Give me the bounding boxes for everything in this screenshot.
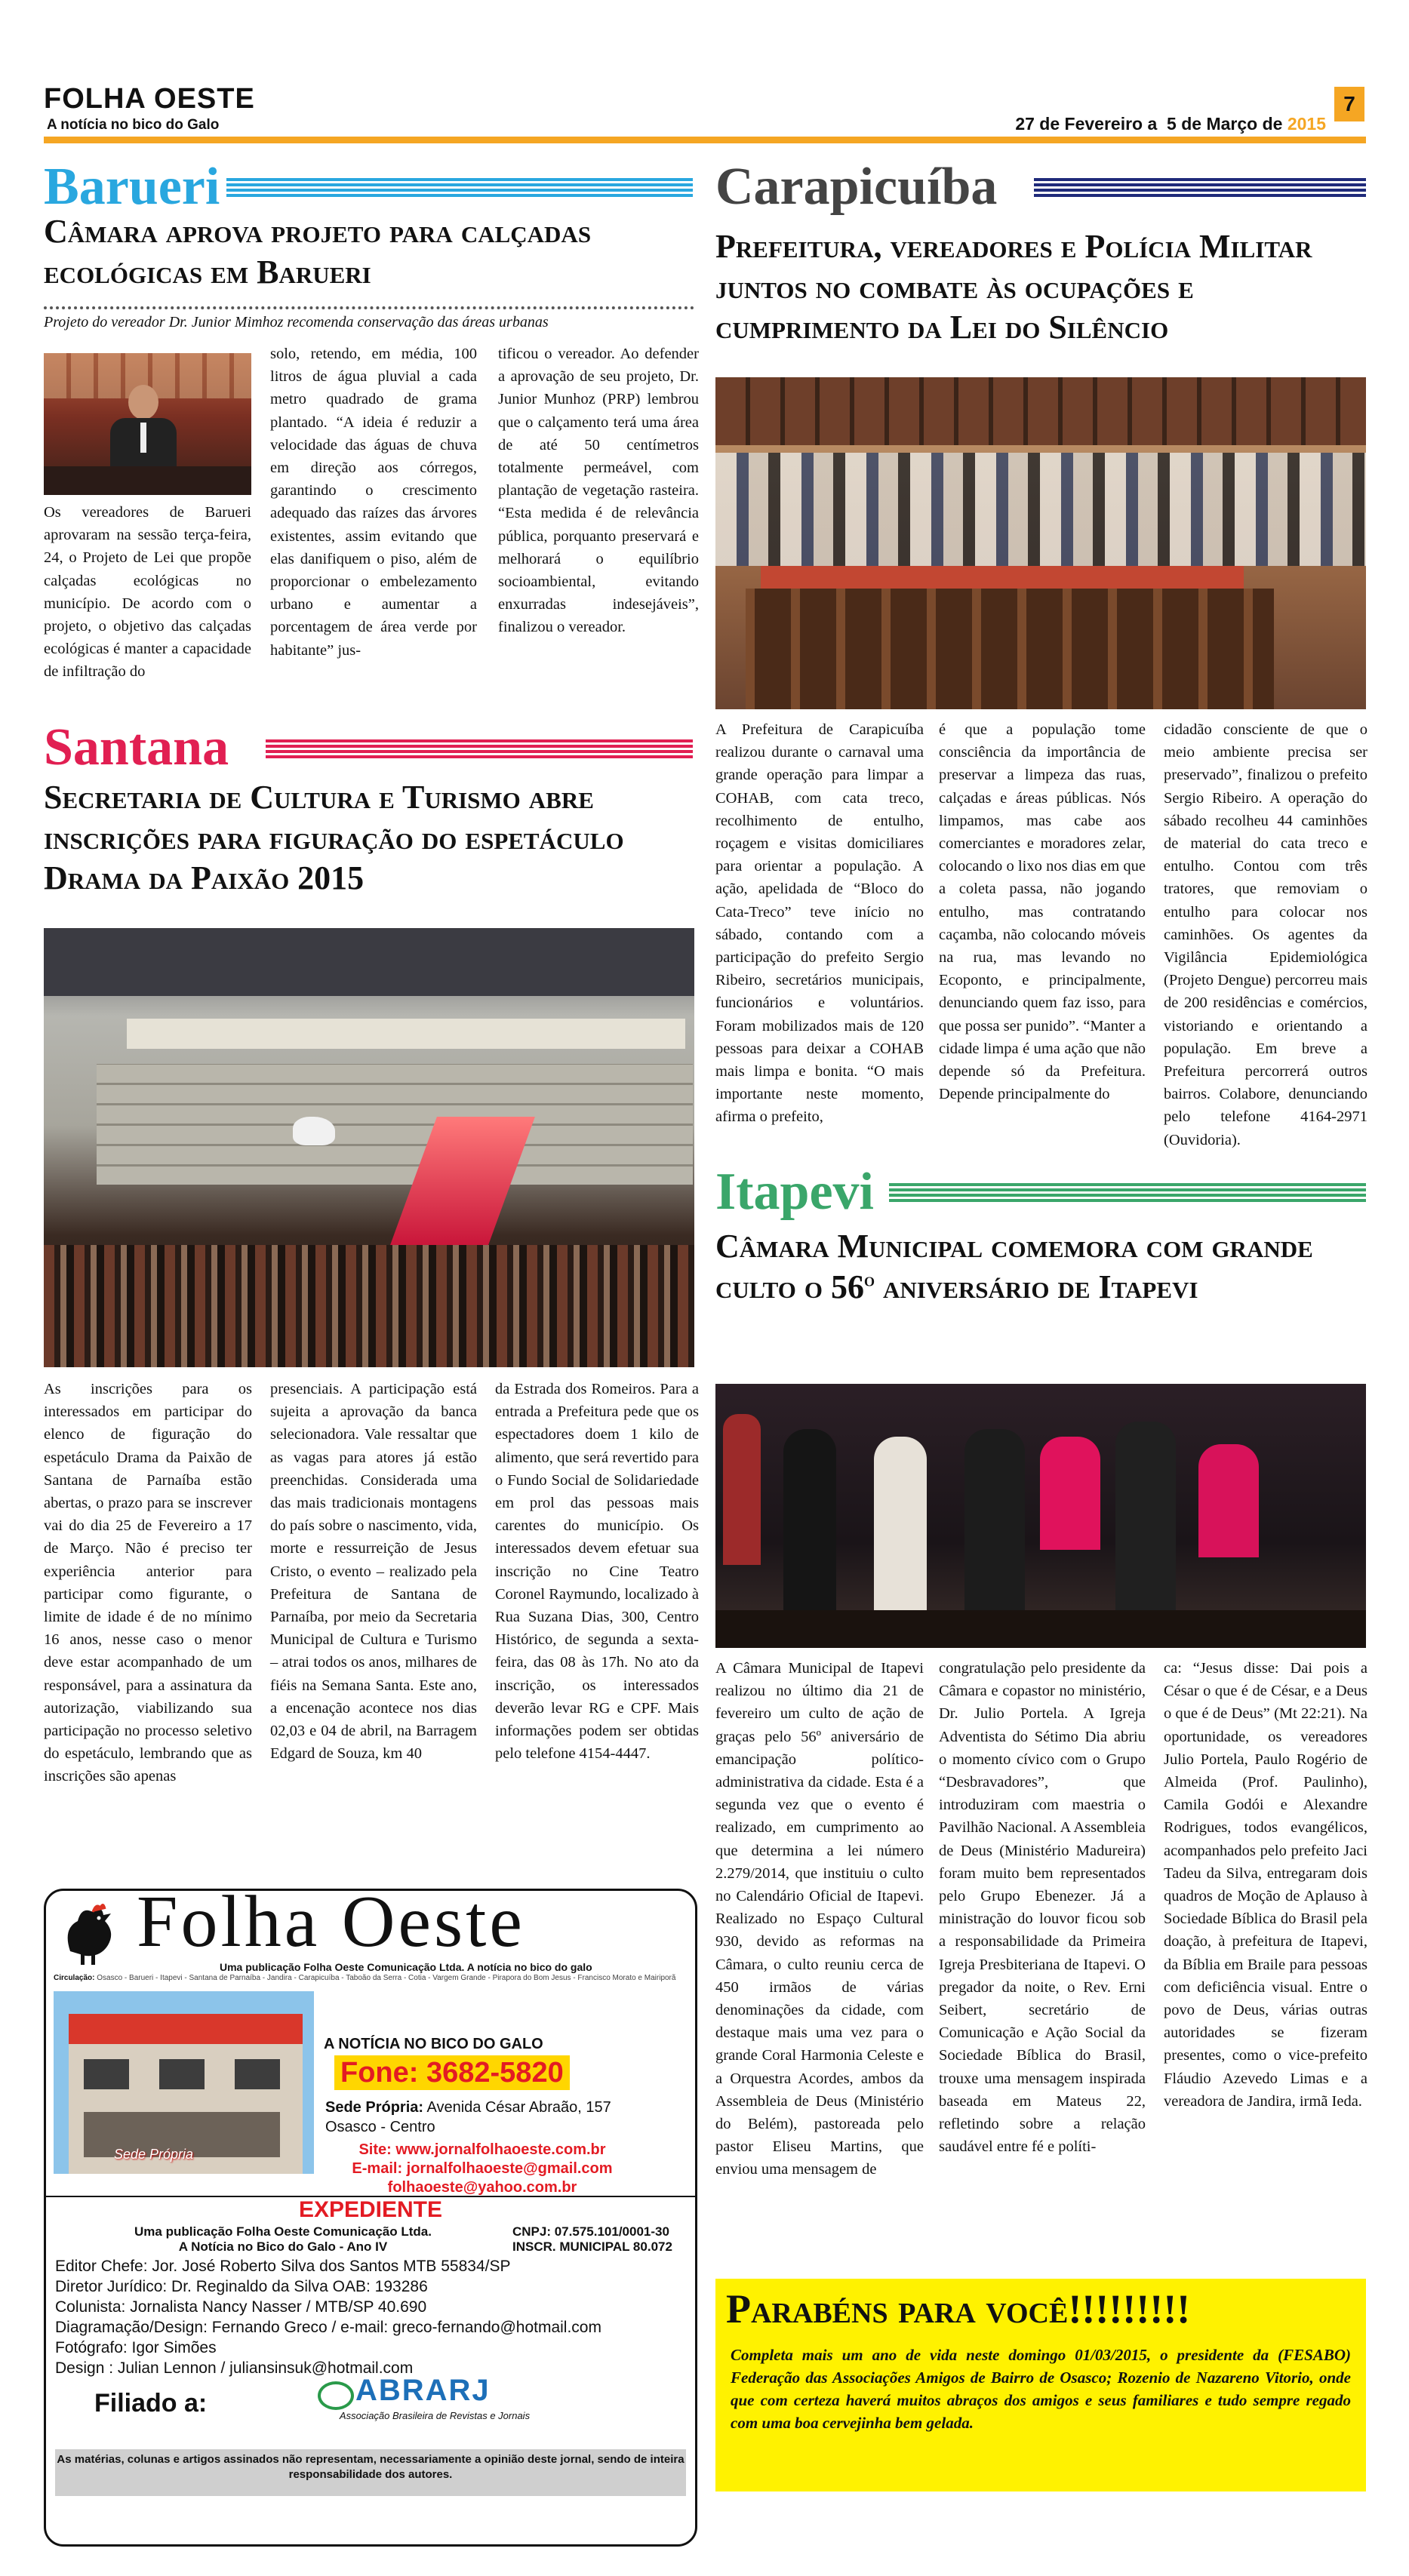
birthday-title: Parabéns para você!!!!!!!!! bbox=[726, 2286, 1191, 2332]
section-stripes-barueri bbox=[226, 178, 693, 198]
expediente-pub: Uma publicação Folha Oeste Comunicação Ltda. A Notícia no Bico do Galo - Ano IV bbox=[134, 2224, 432, 2254]
headline-itapevi: Câmara Municipal comemora com grande culto o 56$^o$ aniversário de Itapevi bbox=[715, 1228, 1313, 1305]
section-stripes-itapevi bbox=[889, 1183, 1366, 1203]
article-barueri-col2: solo, retendo, em média, 100 litros de água pluvial a cada metro quadrado de grama plantado. “A ideia é reduzir a velocidade das águas de chuva em direção aos córregos, garantindo o crescimento adequado das raízes das árvores existentes, assim evitando que elas danifiquem o piso, além de proporcionar o embelezamento urbano e aumentar a porcentagem de área verde por habitante” jus- bbox=[270, 346, 477, 659]
masthead-tagline: A notícia no bico do Galo bbox=[47, 117, 220, 133]
abrarj-wordmark: ABRARJ bbox=[355, 2374, 491, 2407]
ad-brand: Folha Oeste bbox=[137, 1889, 525, 1963]
ad-contacts: Site: www.jornalfolhaoeste.com.br E-mail: jornalfolhaoeste@gmail.com folhaoeste@yahoo.com.br bbox=[352, 2141, 613, 2196]
expediente-title: EXPEDIENTE bbox=[298, 2197, 443, 2222]
article-santana-col2: presenciais. A participação está sujeita a aprovação da banca selecionadora. Vale ressaltar que as vagas para atores já estão preenchidas. Considerada uma das mais tradicionais montagens do país sobre o nascimento, vida, morte e ressurreição de Jesus Cristo, o evento – realizado pela Prefeitura de Santana de Parnaíba, por meio da Secretaria Municipal de Cultura e Turismo – atrai todos os anos, milhares de fiéis na Semana Santa. Este ano, a encenação acontece nos dias 02,03 e 04 de abril, na Barragem Edgard de Souza, km 40 bbox=[270, 1381, 477, 1763]
abrarj-name: Associação Brasileira de Revistas e Jornais bbox=[339, 2410, 531, 2421]
article-barueri-col3: tificou o vereador. Ao defender a aprovação de seu projeto, Dr. Junior Munhoz (PRP) lembrou que o calçamento terá uma área de até 50 centímetros totalmente permeável, com plantação de vegetação rasteira. “Esta medida é de relevância pública, porquanto preservará e melhorará o equilíbrio socioambiental, evitando enxurradas indesejáveis”, finalizou o vereador. bbox=[498, 346, 699, 636]
rooster-icon bbox=[55, 1898, 123, 1966]
section-stripes-carapicuiba bbox=[1034, 178, 1366, 198]
photo-santana-drama-paixao bbox=[44, 928, 694, 1367]
abrarj-icon bbox=[318, 2381, 354, 2410]
article-itapevi-col1: A Câmara Municipal de Itapevi realizou no último dia 21 de fevereiro um culto de ação de graças pelo 56º aniversário de emancipação político-administrativa da cidade. Esta é a segunda vez que o evento é realizado, em cumprimento ao que determina a lei número 2.279/2014, que instituiu o culto no Calendário Oficial de Itapevi. Realizado no Espaço Cultural 930, devido as reformas na Câmara, o culto reuniu cerca de 450 irmãos de várias denominações da cidade, com destaque mais uma vez para o grande Coral Harmonia Celeste e a Orquestra Acordes, ambos da Assembleia de Deus (Ministério do Belém), pastoreada pelo pastor Eliseu Martins, que enviou uma mensagem de bbox=[715, 1660, 924, 2178]
abrarj-logo bbox=[310, 2374, 559, 2427]
staff-editor: Editor Chefe: Jor. José Roberto Silva dos Santos MTB 55834/SP bbox=[55, 2258, 511, 2275]
header-rule bbox=[44, 137, 1366, 143]
staff-legal: Diretor Jurídico: Dr. Reginaldo da Silva OAB: 193286 bbox=[55, 2278, 428, 2295]
section-title-carapicuiba: Carapicuíba bbox=[715, 158, 998, 216]
ad-slogan: A NOTÍCIA NO BICO DO GALO bbox=[324, 2036, 543, 2052]
staff-columnist: Colunista: Jornalista Nancy Nasser / MTB/SP 40.690 bbox=[55, 2298, 427, 2316]
birthday-box bbox=[715, 2279, 1366, 2491]
article-santana-col1: As inscrições para os interessados em participar do elenco de figuração do espetáculo Drama da Paixão de Santana de Parnaíba estão abertas, o prazo para se inscrever vai do dia 25 de Fevereiro a 17 de Março. Não é preciso ter experiência anterior para participar como figurante, o limite de idade é de no mínimo 16 anos, nesse caso o menor deve estar acompanhado de um responsável, para a assinatura da autorização, viabilizando sua participação no processo seletivo do espetáculo, lembrando que as inscrições são apenas bbox=[44, 1381, 252, 1785]
disclaimer: As matérias, colunas e artigos assinados não representam, necessariamente a opinião deste jornal, sendo de inteira responsabilidade dos autores. bbox=[55, 2449, 686, 2496]
section-title-itapevi: Itapevi bbox=[715, 1163, 874, 1221]
staff-design: Design : Julian Lennon / juliansinsuk@hotmail.com bbox=[55, 2359, 414, 2377]
headline-santana: Secretaria de Cultura e Turismo abre inscrições para figuração do espetáculo Drama da Paixão 2015 bbox=[44, 779, 624, 897]
article-carapicuiba-col3: cidadão consciente de que o meio ambiente precisa ser preservado”, finalizou o prefeito Sergio Ribeiro. A operação do sábado recolheu 44 caminhões de material do cata treco e entulho. Contou com três tratores, que removiam o entulho para colocar nos caminhões. Os agentes da Vigilância Epidemiológica (Projeto Dengue) percorreu mais de 200 residências e comércios, vistoriando e orientando a população. Em breve a Prefeitura percorrerá outros bairros. Colabore, denunciando pelo telefone 4164-2971 (Ouvidoria). bbox=[1164, 721, 1367, 1148]
photo-carapicuiba-meeting bbox=[715, 377, 1366, 709]
subtitle-barueri: Projeto do vereador Dr. Junior Mimhoz recomenda conservação das áreas urbanas bbox=[44, 314, 549, 330]
photo-barueri-speaker bbox=[44, 353, 251, 495]
section-title-barueri: Barueri bbox=[44, 158, 220, 216]
article-itapevi-col3: ca: “Jesus disse: Dai pois a César o que é de César, e a Deus o que é de Deus” (Mt 22:21). Na oportunidade, os vereadores Julio Portela, Paulo Rogério de Almeida (Prof. Paulinho), Camila Godói e Alexandre Rodrigues, todos evangélicos, acompanhados pelo prefeito Jaci Tadeu da Silva, entregaram dois quadros de Moção de Aplauso à Sociedade Bíblica do Brasil pela doação, à prefeitura de Itapevi, da Bíblia em Braile para pessoas com deficiência visual. Entre o povo de Deus, várias outras autoridades se fizeram presentes, como o vice-prefeito Fláudio Azevedo Limas e a vereadora de Jandira, irmã Ieda. bbox=[1164, 1660, 1367, 2110]
dotted-divider bbox=[44, 306, 694, 309]
photo-headquarters-building bbox=[54, 1991, 314, 2174]
article-carapicuiba-col2: é que a população tome consciência da importância de preservar a limpeza das ruas, calçadas e áreas públicas. Nós limpamos, mas cabe aos comerciantes e moradores zelar, colocando o lixo nos dias em que a coleta passa, não jogando entulho, mas contratando caçamba, não colocando móveis na rua, mas levando no Ecoponto, e principalmente, denunciando quem faz isso, para que possa ser punido”. “Manter a cidade limpa é uma ação que não depende só da Prefeitura. Depende principalmente do bbox=[939, 721, 1146, 1103]
masthead-brand: FOLHA OESTE bbox=[44, 83, 255, 115]
section-title-santana: Santana bbox=[44, 718, 229, 776]
article-barueri-col1: Os vereadores de Barueri aprovaram na sessão terça-feira, 24, o Projeto de Lei que propõe calçadas ecológicas no município. De acordo com o projeto, o objetivo das calçadas ecológicas é manter a capacidade de infiltração do bbox=[44, 504, 251, 681]
staff-layout: Diagramação/Design: Fernando Greco / e-mail: greco-fernando@hotmail.com bbox=[55, 2319, 601, 2336]
expediente-staff bbox=[55, 2256, 689, 2378]
photo-itapevi-choir bbox=[715, 1384, 1366, 1648]
birthday-text: Completa mais um ano de vida neste domingo 01/03/2015, o presidente da (FESABO) Federação das Associações Amigos de Bairro de Osasco; Rozenio de Nazareno Vitorio, onde que com certeza haverá muitos abraços dos amigos e seus familiares e tudo sempre regado com uma boa cervejinha bem gelada. bbox=[731, 2346, 1351, 2432]
issue-date: 27 de Fevereiro a 5 de Março de 2015 bbox=[1015, 114, 1326, 134]
expediente-registry: CNPJ: 07.575.101/0001-30 INSCR. MUNICIPAL 80.072 bbox=[512, 2224, 672, 2254]
headline-barueri: Câmara aprova projeto para calçadas ecológicas em Barueri bbox=[44, 213, 592, 290]
photo-caption: Sede Própria bbox=[114, 2147, 194, 2162]
staff-photographer: Fotógrafo: Igor Simões bbox=[55, 2339, 217, 2356]
ad-publisher-line: Uma publicação Folha Oeste Comunicação Ltda. A notícia no bico do galo bbox=[220, 1961, 592, 1973]
section-stripes-santana bbox=[266, 739, 693, 759]
ad-phone: Fone: 3682-5820 bbox=[334, 2055, 570, 2090]
page-number: 7 bbox=[1334, 87, 1364, 121]
folha-oeste-ad bbox=[44, 1889, 697, 2547]
affiliated-label: Filiado a: bbox=[94, 2389, 208, 2418]
article-itapevi-col2: congratulação pelo presidente da Câmara e copastor no ministério, Dr. Julio Portela. A Igreja Adventista do Sétimo Dia abriu o momento cívico com o Grupo “Desbravadores”, que introduziram com maestria o Pavilhão Nacional. A Assembleia de Deus (Ministério Madureira) foram muito bem representados pelo Grupo Ebenezer. Já a ministração do louvor ficou sob a responsabilidade da Primeira Igreja Presbiteriana de Itapevi. O pregador da noite, o Rev. Erni Seibert, secretário de Comunicação e Ação Social da Sociedade Bíblica do Brasil, trouxe uma mensagem inspirada baseada em Mateus 22, refletindo sobre a relação saudável entre fé e políti- bbox=[939, 1660, 1146, 2156]
ad-circulation: Circulação: Osasco - Barueri - Itapevi - Santana de Parnaíba - Jandira - Carapicuíba - Taboão da Serra - Cotia - Vargem Grande - Pirapora do Bom Jesus - Francisco Morato e Mairiporã bbox=[54, 1974, 676, 1982]
article-carapicuiba-col1: A Prefeitura de Carapicuíba realizou durante o carnaval uma grande operação para limpar a COHAB, com cata treco, recolhimento de entulho, roçagem e visitas domiciliares para orientar a população. A ação, apelidada de “Bloco do Cata-Treco” teve início no sábado, contando com a participação do prefeito Sergio Ribeiro, secretários municipais, funcionários e voluntários. Foram mobilizados mais de 120 pessoas para deixar a COHAB mais limpa e bonita. “O mais importante neste momento, afirma o prefeito, bbox=[715, 721, 924, 1126]
ad-address: Sede Própria: Avenida César Abraão, 157 Osasco - Centro bbox=[325, 2099, 611, 2135]
headline-carapicuiba: Prefeitura, vereadores e Polícia Militar juntos no combate às ocupações e cumprimento da Lei do Silêncio bbox=[715, 228, 1312, 346]
article-santana-col3: da Estrada dos Romeiros. Para a entrada a Prefeitura pede que os espectadores doem 1 kilo de alimento, que será revertido para o Fundo Social de Solidariedade em prol das pessoas mais carentes do município. Os interessados devem efetuar sua inscrição no Cine Teatro Coronel Raymundo, localizado à Rua Suzana Dias, 300, Centro Histórico, de segunda a sexta-feira, das 08 às 17h. No ato da inscrição, os interessados deverão levar RG e CPF. Mais informações podem ser obtidas pelo telefone 4154-4447. bbox=[495, 1381, 699, 1763]
